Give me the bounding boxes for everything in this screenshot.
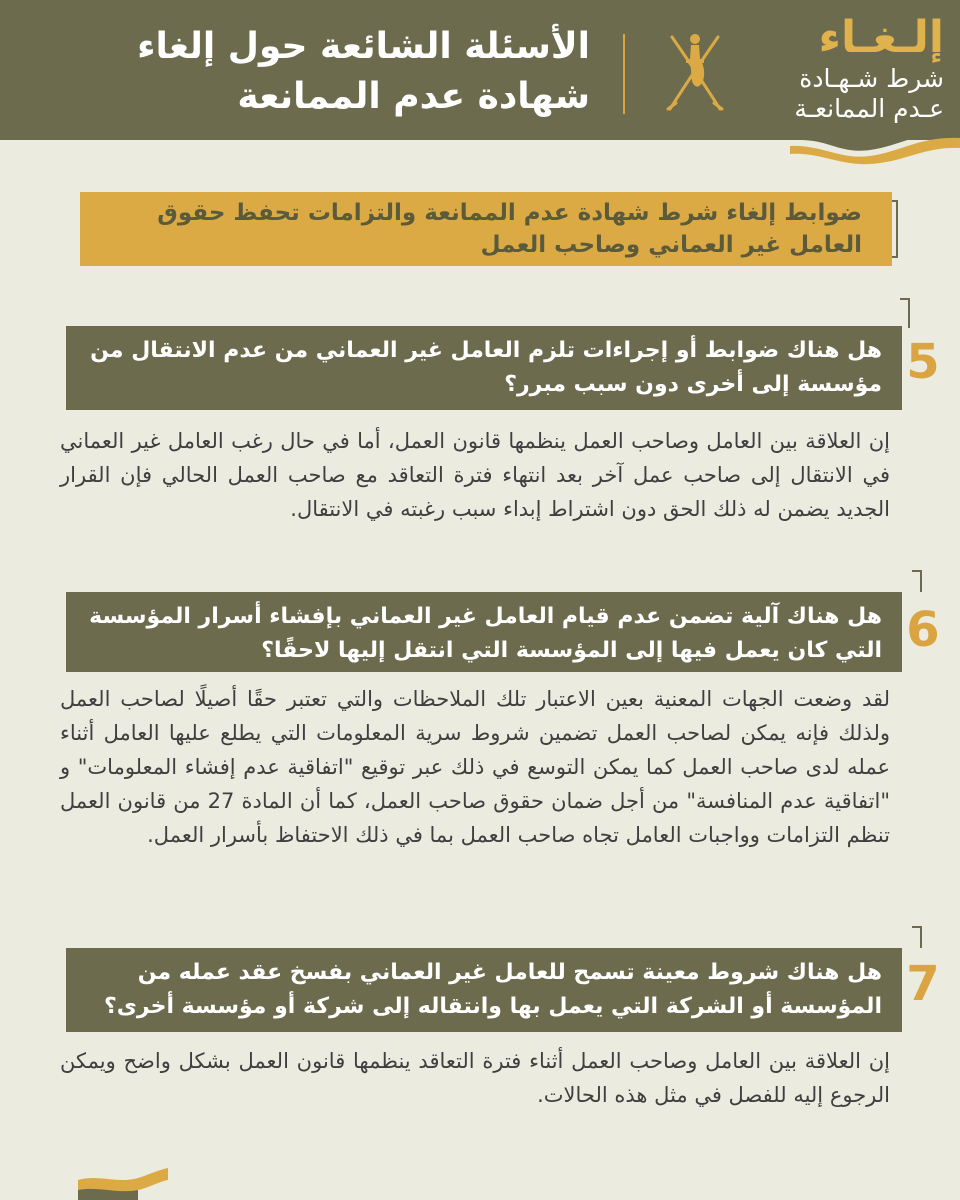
question-5-number: 5 [906,334,940,390]
logo-main-text: إلـغـاء [818,12,944,63]
banner-line2: العامل غير العماني وصاحب العمل [480,232,862,258]
question-5-bracket [900,298,910,328]
question-6-number: 6 [906,602,940,658]
banner-line1: ضوابط إلغاء شرط شهادة عدم الممانعة والتزامات تحفظ حقوق [157,200,862,226]
page-title [30,22,590,122]
question-6-box: هل هناك آلية تضمن عدم قيام العامل غير العماني بإفشاء أسرار المؤسسة التي كان يعمل فيها إلى المؤسسة التي انتقل إليها لاحقًا؟ [66,592,902,672]
answer-6-text: لقد وضعت الجهات المعنية بعين الاعتبار تلك الملاحظات والتي تعتبر حقًا أصيلًا لصاحب العمل ولذلك فإنه يمكن لصاحب العمل تضمين شروط سرية المعلومات التي يطلع عليها العامل أثناء عمله لدى صاحب العمل كما يمكن التوسع في ذلك عبر توقيع "اتفاقية عدم إفشاء المعلومات" و "اتفاقية عدم المنافسة" من أجل ضمان حقوق صاحب العمل، كما أن المادة 27 من قانون العمل تنظم التزامات وواجبات العامل تجاه صاحب العمل بما في ذلك الاحتفاظ بأسرار العمل. [60,687,890,847]
question-7-bracket [912,926,922,948]
page-title-line2: شهادة عدم الممانعة [237,76,590,117]
section-banner [80,192,892,266]
question-7-box: هل هناك شروط معينة تسمح للعامل غير العماني بفسخ عقد عمله من المؤسسة أو الشركة التي يعمل بها وانتقاله إلى شركة أو مؤسسة أخرى؟ [66,948,902,1032]
footer-wave-decoration [78,1160,168,1200]
question-6-bracket [912,570,922,592]
answer-7-text: إن العلاقة بين العامل وصاحب العمل أثناء فترة التعاقد ينظمها قانون العمل بشكل واضح ويمكن الرجوع إليه للفصل في مثل هذه الحالات. [60,1049,890,1107]
header-wave-decoration [0,120,960,165]
logo-subtitle-line1: شرط شـهـادة [799,64,944,93]
logo-subtitle-line2: عـدم الممانعـة [794,94,944,123]
answer-5-text: إن العلاقة بين العامل وصاحب العمل ينظمها قانون العمل، أما في حال رغب العامل غير العماني في الانتقال إلى صاحب عمل آخر بعد انتهاء فترة التعاقد مع صاحب العمل الحالي فإن القرار الجديد يضمن له ذلك الحق دون اشتراط إبداء سبب رغبته في الانتقال. [60,429,890,521]
page-title-line1: الأسئلة الشائعة حول إلغاء [137,26,590,67]
question-7-number: 7 [906,956,940,1012]
campaign-logo [744,12,944,124]
question-5-box: هل هناك ضوابط أو إجراءات تلزم العامل غير العماني من عدم الانتقال من مؤسسة إلى أخرى دون سبب مبرر؟ [66,326,902,410]
header-divider [623,34,625,114]
oman-khanjar-emblem-icon [660,25,730,115]
